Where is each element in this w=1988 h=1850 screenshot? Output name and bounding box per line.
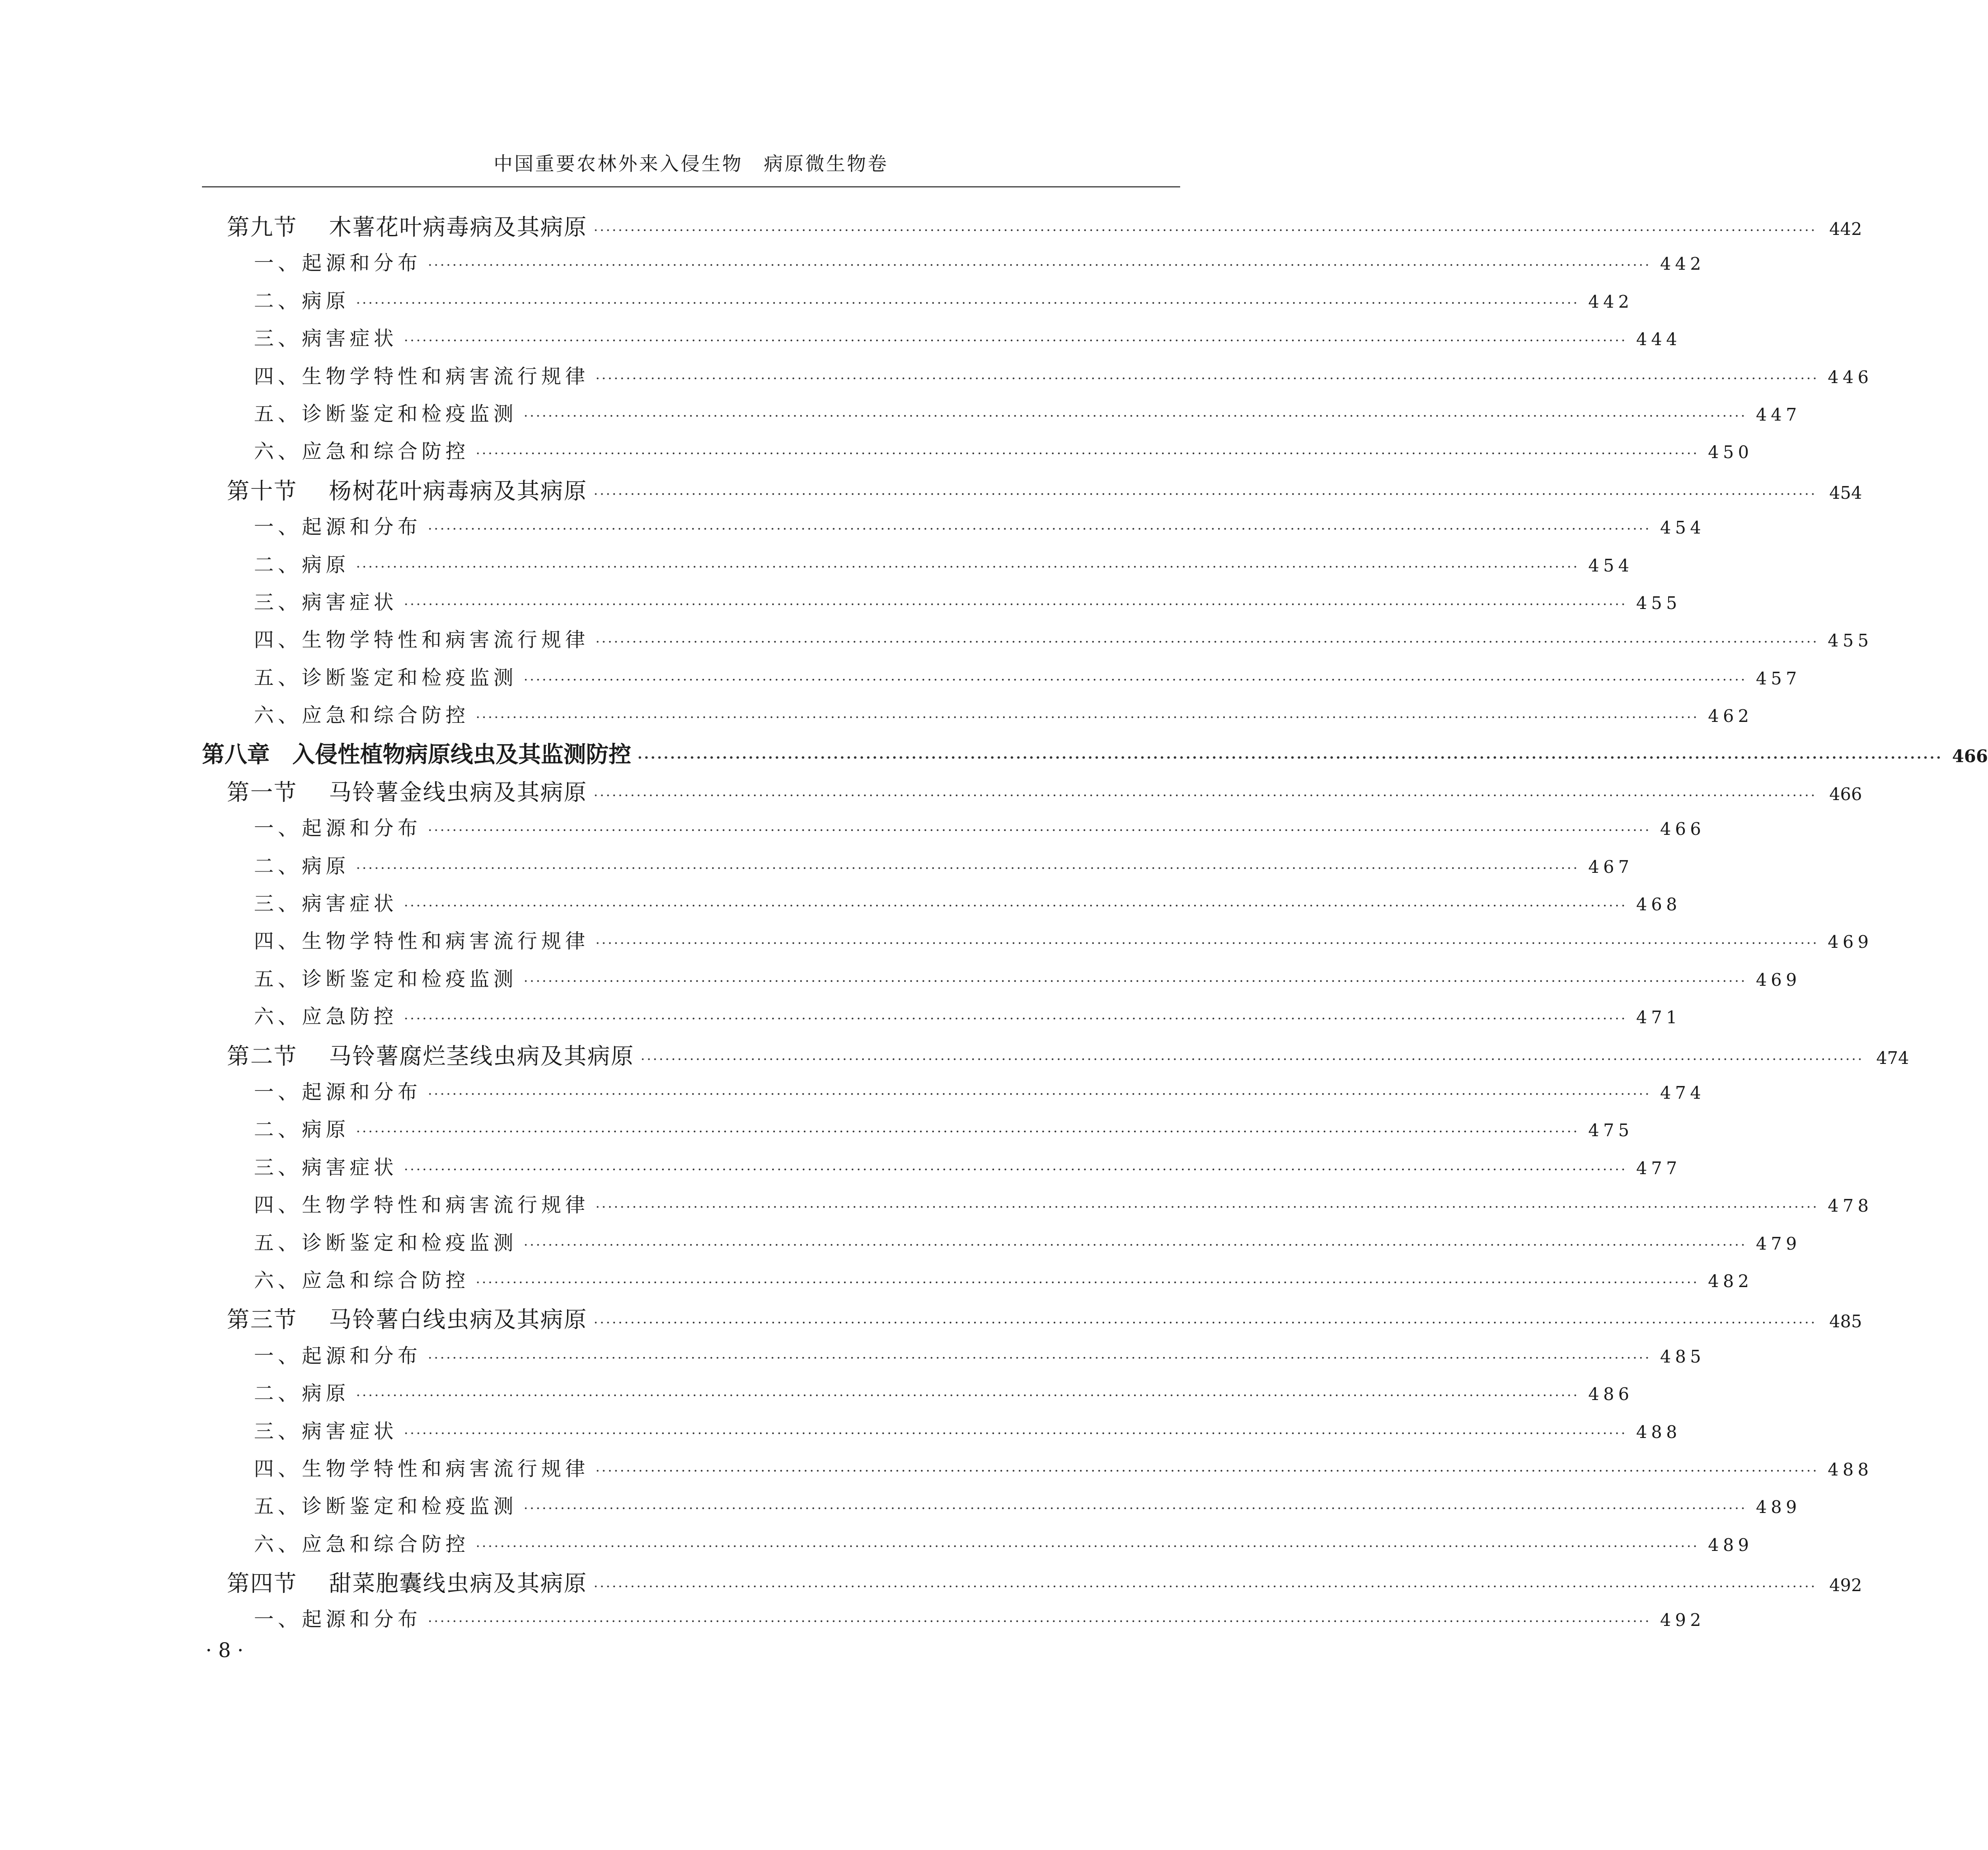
toc-entry-text: 一、起源和分布: [254, 817, 422, 840]
toc-entry-text: 二、病原: [254, 553, 350, 576]
toc-entry-item: [202, 1339, 1705, 1377]
toc-entry-title: [254, 1490, 517, 1519]
dot-leader: ········································································································································································································: [593, 223, 1817, 239]
toc-entry-title: [254, 360, 589, 389]
running-header: 中国重要农林外来入侵生物 病原微生物卷: [493, 153, 889, 175]
toc-entry-text: 五、诊断鉴定和检疫监测: [254, 1231, 517, 1255]
toc-entry-text: 入侵性植物病原线虫及其监测防控: [292, 741, 631, 768]
dot-leader: ········································································································································································································: [593, 1315, 1817, 1331]
toc-page-number: 467: [1588, 857, 1633, 877]
dot-leader: ········································································································································································································: [428, 1614, 1651, 1630]
toc-entry-text: 四、生物学特性和病害流行规律: [254, 1194, 589, 1217]
toc-page-number: 457: [1756, 668, 1801, 688]
page-number: · 8 ·: [206, 1639, 244, 1662]
toc-entry-section: [202, 209, 1862, 247]
dot-leader: ········································································································································································································: [476, 1274, 1699, 1291]
toc-page-number: 454: [1660, 518, 1705, 538]
toc-page-number: 454: [1588, 555, 1633, 576]
toc-entry-item: [202, 887, 1681, 925]
toc-entry-title: [227, 1038, 634, 1071]
toc-entry-title: [254, 1339, 422, 1368]
toc-page-number: 462: [1708, 706, 1753, 726]
toc-page-number: 454: [1829, 482, 1862, 503]
toc-entry-item: [202, 435, 1753, 473]
toc-number-gap: [297, 779, 329, 806]
toc-page-number: 469: [1828, 932, 1873, 952]
toc-entry-title: [202, 736, 631, 769]
toc-entry-text: 五、诊断鉴定和检疫监测: [254, 402, 517, 426]
toc-entry-title: [254, 699, 469, 728]
toc-number-gap: [297, 1043, 329, 1069]
toc-entry-number: 第九节: [227, 214, 297, 240]
toc-entry-text: 三、病害症状: [254, 327, 398, 351]
toc-entry-item: [202, 247, 1705, 284]
toc-page-number: 446: [1828, 367, 1873, 387]
toc-entry-title: [254, 1000, 398, 1029]
toc-entry-item: [202, 511, 1705, 548]
toc-page-number: 469: [1756, 969, 1801, 990]
toc-entry-text: 五、诊断鉴定和检疫监测: [254, 666, 517, 689]
toc-entry-number: 第四节: [227, 1570, 297, 1597]
toc-entry-title: [227, 209, 587, 242]
toc-entry-text: 四、生物学特性和病害流行规律: [254, 930, 589, 953]
toc-entry-item: [202, 1151, 1681, 1189]
toc-page-number: 450: [1708, 442, 1753, 463]
dot-leader: ········································································································································································································: [428, 1350, 1651, 1366]
toc-entry-title: [254, 1113, 350, 1142]
dot-leader: ········································································································································································································: [476, 710, 1699, 726]
toc-entry-title: [254, 1227, 517, 1255]
toc-entry-text: 六、应急防控: [254, 1005, 398, 1029]
toc-page-number: 474: [1876, 1048, 1909, 1068]
dot-leader: ········································································································································································································: [595, 370, 1819, 387]
toc-entry-item: [202, 1415, 1681, 1452]
dot-leader: ········································································································································································································: [595, 1463, 1819, 1479]
dot-leader: ········································································································································································································: [524, 408, 1747, 424]
dot-leader: ········································································································································································································: [404, 1162, 1627, 1178]
toc-entry-item: [202, 1000, 1681, 1038]
toc-entry-item: [202, 1076, 1705, 1113]
toc-entry-title: [254, 398, 517, 426]
dot-leader: ········································································································································································································: [428, 521, 1651, 538]
toc-number-gap: [297, 1570, 329, 1597]
toc-entry-item: [202, 1377, 1633, 1414]
toc-number-gap: [297, 478, 329, 504]
toc-entry-section: [202, 1565, 1862, 1603]
toc-entry-item: [202, 1452, 1873, 1490]
toc-entry-item: [202, 548, 1633, 586]
toc-entry-text: 一、起源和分布: [254, 1344, 422, 1368]
toc-entry-item: [202, 1227, 1801, 1264]
toc-entry-title: [254, 925, 589, 954]
toc-page-number: 485: [1660, 1346, 1705, 1367]
toc-entry-item: [202, 1490, 1801, 1527]
dot-leader: ········································································································································································································: [476, 1538, 1699, 1555]
toc-entry-title: [254, 435, 469, 464]
toc-entry-title: [254, 1528, 469, 1557]
toc-entry-item: [202, 1189, 1873, 1226]
toc-page-number: 455: [1828, 631, 1873, 651]
toc-entry-text: 六、应急和综合防控: [254, 704, 469, 727]
dot-leader: ········································································································································································································: [404, 898, 1627, 914]
toc-entry-title: [254, 623, 589, 652]
toc-entry-number: 第一节: [227, 779, 297, 806]
toc-entry-text: 马铃薯金线虫病及其病原: [328, 779, 587, 806]
dot-leader: ········································································································································································································: [404, 596, 1627, 613]
toc-entry-item: [202, 850, 1633, 887]
toc-entry-text: 二、病原: [254, 1382, 350, 1405]
dot-leader: ········································································································································································································: [428, 258, 1651, 274]
toc-entry-text: 木薯花叶病毒病及其病原: [328, 214, 587, 240]
toc-entry-title: [254, 322, 398, 351]
dot-leader: ········································································································································································································: [593, 787, 1817, 804]
toc-entry-title: [254, 1415, 398, 1444]
dot-leader: ········································································································································································································: [524, 672, 1747, 688]
dot-leader: ········································································································································································································: [524, 973, 1747, 989]
dot-leader: ········································································································································································································: [595, 634, 1819, 651]
toc-page-number: 489: [1708, 1535, 1753, 1555]
toc-entry-text: 甜菜胞囊线虫病及其病原: [328, 1570, 587, 1597]
toc-page-number: 474: [1660, 1082, 1705, 1103]
toc-entry-title: [254, 963, 517, 992]
dot-leader: ········································································································································································································: [524, 1501, 1747, 1517]
toc-page-number: 442: [1829, 219, 1862, 239]
toc-entry-text: 六、应急和综合防控: [254, 440, 469, 464]
toc-entry-text: 马铃薯腐烂茎线虫病及其病原: [328, 1043, 634, 1069]
dot-leader: ········································································································································································································: [428, 823, 1651, 839]
toc-entry-text: 一、起源和分布: [254, 252, 422, 275]
toc-entry-item: [202, 1113, 1633, 1151]
toc-page-number: 442: [1660, 254, 1705, 274]
dot-leader: ········································································································································································································: [595, 936, 1819, 952]
toc-entry-item: [202, 623, 1873, 661]
toc-entry-title: [254, 548, 350, 577]
toc-entry-title: [254, 887, 398, 916]
toc-page-number: 466: [1829, 784, 1862, 804]
toc-entry-title: [254, 586, 398, 615]
toc-entry-text: 四、生物学特性和病害流行规律: [254, 628, 589, 652]
toc-entry-item: [202, 285, 1633, 322]
toc-entry-item: [202, 398, 1801, 435]
toc-page-number: 444: [1636, 329, 1681, 350]
toc-entry-text: 一、起源和分布: [254, 1608, 422, 1631]
toc-page-number: 447: [1756, 404, 1801, 425]
toc-entry-title: [254, 1151, 398, 1180]
toc-entry-title: [254, 511, 422, 539]
toc-entry-text: 六、应急和综合防控: [254, 1269, 469, 1292]
toc-entry-section: [202, 1038, 1909, 1076]
toc-entry-title: [254, 1076, 422, 1105]
toc-entry-item: [202, 1603, 1705, 1640]
toc-page-number: 492: [1660, 1610, 1705, 1630]
dot-leader: ········································································································································································································: [640, 1051, 1864, 1068]
toc-entry-item: [202, 925, 1873, 962]
toc-entry-number: 第二节: [227, 1043, 297, 1069]
dot-leader: ········································································································································································································: [356, 1388, 1580, 1404]
toc-entry-text: 二、病原: [254, 1118, 350, 1142]
toc-entry-text: 三、病害症状: [254, 590, 398, 614]
toc-entry-title: [254, 850, 350, 879]
toc-entry-item: [202, 661, 1801, 699]
toc-page-number: 486: [1588, 1384, 1633, 1405]
toc-entry-item: [202, 1264, 1753, 1302]
toc-entry-section: [202, 473, 1862, 511]
toc-entry-title: [227, 473, 587, 506]
toc-page-number: 466: [1952, 746, 1988, 767]
toc-entry-title: [227, 1565, 587, 1598]
dot-leader: ········································································································································································································: [404, 333, 1627, 349]
toc-entry-text: 二、病原: [254, 289, 350, 313]
table-of-contents: [202, 209, 1988, 1641]
toc-page-number: 466: [1660, 819, 1705, 839]
toc-entry-item: [202, 586, 1681, 623]
toc-page-number: 485: [1829, 1311, 1862, 1332]
toc-number-gap: [270, 741, 292, 768]
toc-entry-text: 六、应急和综合防控: [254, 1532, 469, 1556]
toc-entry-item: [202, 812, 1705, 849]
toc-page-number: 478: [1828, 1196, 1873, 1216]
toc-page-number: 471: [1636, 1007, 1681, 1028]
toc-entry-number: 第八章: [202, 741, 270, 768]
toc-entry-title: [254, 812, 422, 841]
dot-leader: ········································································································································································································: [356, 860, 1580, 876]
dot-leader: ········································································································································································································: [593, 486, 1817, 502]
toc-page-number: 488: [1636, 1422, 1681, 1442]
header-rule: [202, 186, 1180, 187]
toc-page-number: 477: [1636, 1158, 1681, 1178]
toc-entry-text: 五、诊断鉴定和检疫监测: [254, 1495, 517, 1518]
dot-leader: ········································································································································································································: [356, 1124, 1580, 1140]
dot-leader: ········································································································································································································: [638, 750, 1943, 766]
toc-entry-text: 一、起源和分布: [254, 1080, 422, 1104]
toc-entry-item: [202, 360, 1873, 398]
toc-entry-section: [202, 1302, 1862, 1339]
toc-entry-text: 杨树花叶病毒病及其病原: [328, 478, 587, 504]
dot-leader: ········································································································································································································: [404, 1011, 1627, 1027]
toc-entry-title: [254, 1189, 589, 1218]
toc-entry-title: [254, 1264, 469, 1293]
dot-leader: ········································································································································································································: [356, 559, 1580, 575]
toc-page-number: 482: [1708, 1271, 1753, 1291]
toc-entry-item: [202, 1528, 1753, 1565]
toc-entry-text: 三、病害症状: [254, 892, 398, 916]
toc-entry-title: [227, 774, 587, 807]
toc-entry-number: 第三节: [227, 1307, 297, 1333]
toc-entry-title: [227, 1302, 587, 1334]
dot-leader: ········································································································································································································: [595, 1199, 1819, 1216]
toc-entry-text: 三、病害症状: [254, 1156, 398, 1179]
toc-entry-title: [254, 661, 517, 690]
toc-entry-text: 二、病原: [254, 854, 350, 878]
toc-page-number: 479: [1756, 1233, 1801, 1254]
toc-entry-text: 马铃薯白线虫病及其病原: [328, 1307, 587, 1333]
toc-entry-text: 五、诊断鉴定和检疫监测: [254, 967, 517, 991]
toc-page-number: 489: [1756, 1497, 1801, 1517]
toc-entry-chapter: [202, 736, 1988, 774]
toc-number-gap: [297, 1307, 329, 1333]
toc-entry-item: [202, 699, 1753, 736]
toc-entry-number: 第十节: [227, 478, 297, 504]
dot-leader: ········································································································································································································: [593, 1579, 1817, 1595]
toc-number-gap: [297, 214, 329, 240]
dot-leader: ········································································································································································································: [524, 1237, 1747, 1253]
toc-page-number: 492: [1829, 1575, 1862, 1596]
toc-entry-title: [254, 1603, 422, 1632]
toc-entry-item: [202, 963, 1801, 1000]
toc-entry-section: [202, 774, 1862, 812]
toc-entry-title: [254, 247, 422, 276]
toc-entry-title: [254, 1452, 589, 1481]
toc-page-number: 442: [1588, 291, 1633, 312]
toc-entry-title: [254, 285, 350, 314]
toc-entry-title: [254, 1377, 350, 1406]
toc-page-number: 475: [1588, 1120, 1633, 1141]
toc-entry-text: 一、起源和分布: [254, 515, 422, 539]
toc-entry-text: 四、生物学特性和病害流行规律: [254, 365, 589, 388]
toc-page-number: 488: [1828, 1459, 1873, 1480]
toc-entry-text: 三、病害症状: [254, 1419, 398, 1443]
dot-leader: ········································································································································································································: [404, 1425, 1627, 1442]
toc-entry-text: 四、生物学特性和病害流行规律: [254, 1457, 589, 1480]
toc-entry-item: [202, 322, 1681, 360]
toc-page-number: 455: [1636, 593, 1681, 613]
dot-leader: ········································································································································································································: [356, 295, 1580, 311]
toc-page-number: 468: [1636, 895, 1681, 915]
dot-leader: ········································································································································································································: [428, 1086, 1651, 1102]
dot-leader: ········································································································································································································: [476, 446, 1699, 462]
